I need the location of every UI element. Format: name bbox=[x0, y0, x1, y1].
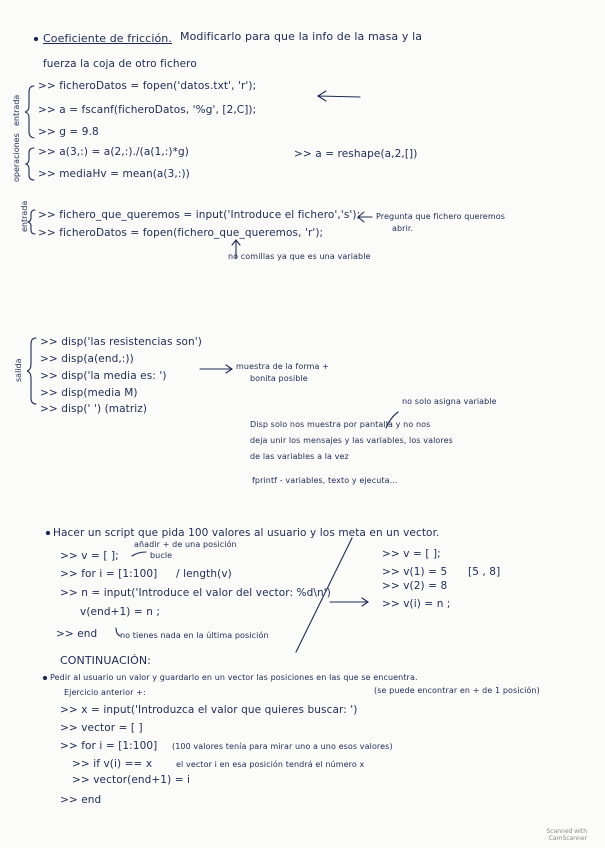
right-code-line: >> v = [ ]; bbox=[382, 548, 441, 560]
code-line: >> for i = [1:100] bbox=[60, 568, 158, 580]
label-entrada: entrada bbox=[12, 94, 21, 126]
end-note: no tienes nada en la última posición bbox=[120, 631, 269, 640]
format-note-line2: bonita posible bbox=[250, 374, 308, 383]
brace-operaciones bbox=[26, 148, 34, 180]
code-line: >> g = 9.8 bbox=[38, 126, 99, 138]
code-line: >> if v(i) == x bbox=[72, 758, 153, 770]
vector-bracket: [5 , 8] bbox=[468, 566, 501, 578]
brace-entrada bbox=[25, 86, 34, 138]
label-salida: salida bbox=[14, 358, 23, 382]
section1-note-line2: fuerza la coja de otro fichero bbox=[43, 58, 197, 70]
ask-note-line1: Pregunta que fichero queremos bbox=[376, 212, 505, 221]
right-code-line: >> v(i) = n ; bbox=[382, 598, 451, 610]
loop-note: (100 valores tenía para mirar uno a uno esos valores) bbox=[172, 742, 393, 751]
camscanner-watermark bbox=[546, 828, 587, 842]
code-line: >> end bbox=[56, 628, 98, 640]
brace-entrada-2 bbox=[28, 210, 35, 234]
annot-anadir: añadir + de una posición bbox=[134, 540, 237, 549]
brace-salida bbox=[27, 338, 36, 404]
fprintf-line: fprintf - variables, texto y ejecuta... bbox=[252, 476, 398, 485]
code-line: >> disp(' ') (matriz) bbox=[40, 403, 148, 415]
ask-note-line2: abrir. bbox=[392, 224, 414, 233]
comillas-note: no comillas ya que es una variable bbox=[228, 252, 371, 261]
code-line: >> disp('las resistencias son') bbox=[40, 336, 202, 348]
task-note: (se puede encontrar en + de 1 posición) bbox=[374, 686, 540, 695]
right-code-line: >> v(2) = 8 bbox=[382, 580, 448, 592]
label-entrada-2: entrada bbox=[20, 200, 29, 232]
code-line: >> a(3,:) = a(2,:)./(a(1,:)*g) bbox=[38, 146, 189, 158]
code-line: >> v = [ ]; bbox=[60, 550, 119, 562]
annot-bucle: bucle bbox=[150, 551, 173, 560]
section4-title: Hacer un script que pida 100 valores al usuario y los meta en un vector. bbox=[53, 527, 440, 539]
task-line: Pedir al usuario un valor y guardarlo en un vector las posiciones en las que se encuentra. bbox=[50, 673, 418, 682]
arrow-small bbox=[132, 552, 146, 556]
prev-label: Ejercicio anterior +: bbox=[64, 688, 146, 697]
disp-line1: Disp solo nos muestra por pantalla y no nos bbox=[250, 420, 431, 429]
code-line: v(end+1) = n ; bbox=[80, 606, 161, 618]
section1-title: Coeficiente de fricción. bbox=[43, 32, 172, 45]
code-line: >> disp(a(end,:)) bbox=[40, 353, 134, 365]
right-code-line: >> v(1) = 5 bbox=[382, 566, 448, 578]
disp-line3: de las variables a la vez bbox=[250, 452, 349, 461]
var-note: no solo asigna variable bbox=[402, 397, 497, 406]
code-line: >> vector(end+1) = i bbox=[72, 774, 191, 786]
code-line: >> ficheroDatos = fopen('datos.txt', 'r'); bbox=[38, 80, 257, 92]
code-line: >> end bbox=[60, 794, 102, 806]
length-note: / length(v) bbox=[176, 568, 232, 580]
format-note-line1: muestra de la forma + bbox=[236, 362, 329, 371]
code-line: >> x = input('Introduzca el valor que quieres buscar: ') bbox=[60, 704, 358, 716]
arrow-left bbox=[318, 91, 360, 101]
reshape-note: >> a = reshape(a,2,[]) bbox=[294, 148, 418, 160]
disp-line2: deja unir los mensajes y las variables, los valores bbox=[250, 436, 453, 445]
bullet-dot bbox=[34, 37, 37, 40]
watermark-line1: Scanned with bbox=[546, 828, 587, 835]
code-line: >> fichero_que_queremos = input('Introduce el fichero','s'); bbox=[38, 209, 361, 221]
arrow-right bbox=[200, 365, 232, 373]
code-line: >> n = input('Introduce el valor del vector: %d\n') bbox=[60, 587, 331, 599]
code-line: >> ficheroDatos = fopen(fichero_que_queremos, 'r'); bbox=[38, 227, 324, 239]
code-line: >> disp(media M) bbox=[40, 387, 138, 399]
continuacion-heading: CONTINUACIÓN: bbox=[60, 654, 151, 667]
code-line: >> disp('la media es: ') bbox=[40, 370, 167, 382]
watermark-line2: CamScanner bbox=[548, 835, 587, 842]
arrow-right-2 bbox=[330, 598, 368, 606]
code-line: >> a = fscanf(ficheroDatos, '%g', [2,C]); bbox=[38, 104, 257, 116]
code-line: >> for i = [1:100] bbox=[60, 740, 158, 752]
bullet-dot bbox=[46, 531, 49, 534]
code-line: >> vector = [ ] bbox=[60, 722, 143, 734]
bullet-dot bbox=[43, 676, 46, 679]
code-line: >> mediaHv = mean(a(3,:)) bbox=[38, 168, 190, 180]
section1-note-line1: Modificarlo para que la info de la masa y la bbox=[180, 30, 423, 43]
label-operaciones: operaciones bbox=[12, 133, 21, 182]
if-note: el vector i en esa posición tendrá el número x bbox=[176, 760, 365, 769]
